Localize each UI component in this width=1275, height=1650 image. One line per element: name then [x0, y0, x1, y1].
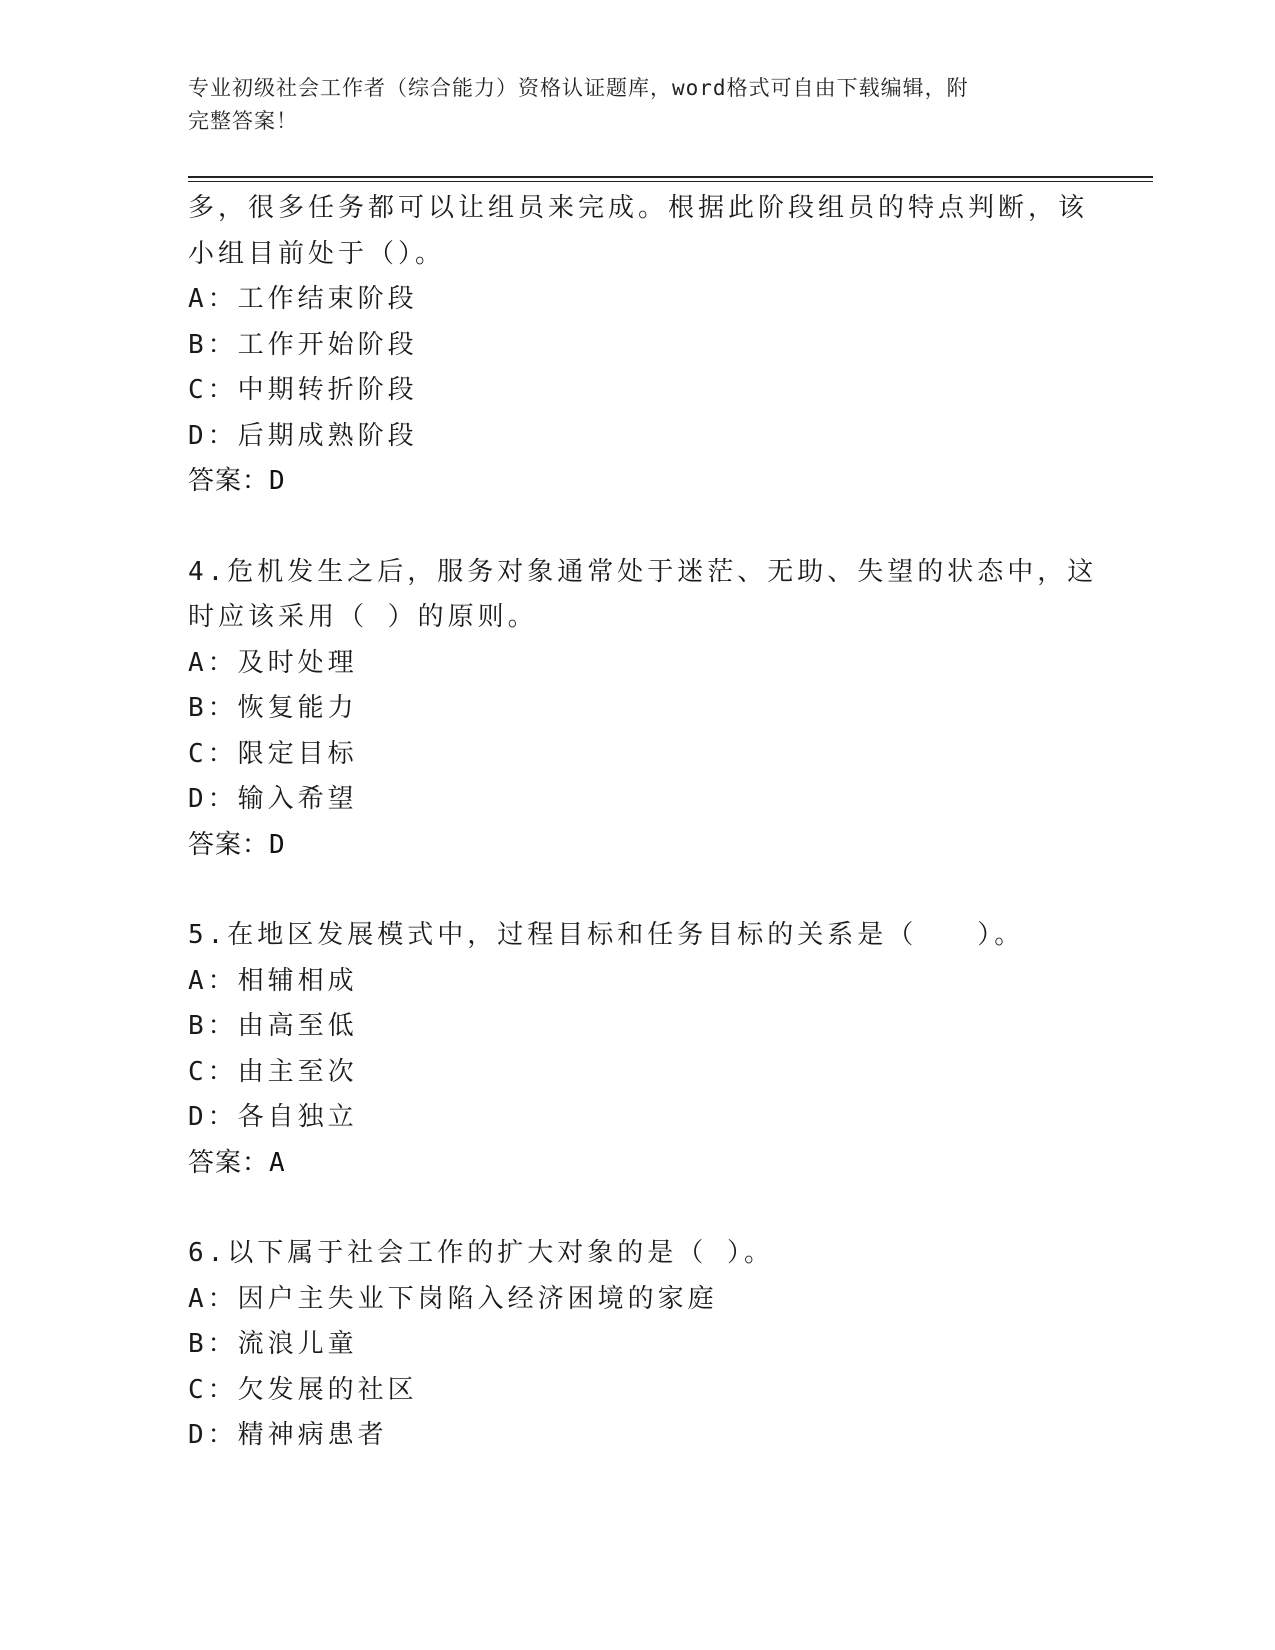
answer-label: 答案：: [188, 829, 270, 860]
option-c: C：欠发展的社区: [188, 1374, 418, 1405]
option-d: D：精神病患者: [188, 1420, 388, 1450]
option-a: A：相辅相成: [188, 965, 358, 996]
answer-value: D: [269, 829, 286, 860]
question-6: [188, 1231, 1088, 1459]
question-4: [188, 550, 1098, 869]
answer-label: 答案：: [188, 1147, 270, 1178]
option-b: B：工作开始阶段: [188, 329, 418, 360]
header-divider-thin: [188, 181, 1153, 182]
option-c: C：限定目标: [188, 738, 358, 769]
option-a: A：因户主失业下岗陷入经济困境的家庭: [188, 1283, 718, 1314]
header-title-line-2: 完整答案！: [188, 109, 298, 133]
question-stem-line: 5.在地区发展模式中，过程目标和任务目标的关系是（ ）。: [188, 920, 1025, 950]
document-header: [188, 72, 1088, 138]
question-5: [188, 913, 1088, 1186]
answer-line: [188, 459, 1088, 505]
answer-value: A: [269, 1147, 286, 1178]
option-a: A：工作结束阶段: [188, 284, 418, 314]
option-b: B：恢复能力: [188, 693, 358, 723]
question-3-continued: [188, 186, 1088, 505]
answer-label: 答案：: [188, 466, 270, 496]
header-divider-thick: [188, 176, 1153, 178]
question-stem-line: 多，很多任务都可以让组员来完成。根据此阶段组员的特点判断，该: [188, 193, 1089, 223]
answer-line: [188, 1141, 1088, 1187]
question-stem-line: 时应该采用（ ）的原则。: [188, 602, 538, 632]
header-title-line-1: 专业初级社会工作者（综合能力）资格认证题库，word格式可自由下载编辑，附: [188, 76, 969, 100]
answer-line: [188, 823, 1088, 869]
option-a: A：及时处理: [188, 647, 358, 678]
question-list: [188, 186, 1098, 1459]
option-c: C：由主至次: [188, 1056, 358, 1087]
option-b: B：由高至低: [188, 1011, 358, 1041]
question-stem-line: 6.以下属于社会工作的扩大对象的是（ ）。: [188, 1238, 774, 1268]
option-b: B：流浪儿童: [188, 1329, 358, 1359]
question-stem-line: 4.危机发生之后，服务对象通常处于迷茫、无助、失望的状态中，这: [188, 556, 1098, 587]
option-d: D：后期成熟阶段: [188, 420, 418, 451]
question-stem-line: 小组目前处于（）。: [188, 238, 446, 269]
answer-value: D: [269, 466, 286, 496]
option-c: C：中期转折阶段: [188, 375, 418, 405]
option-d: D：输入希望: [188, 784, 358, 814]
option-d: D：各自独立: [188, 1102, 358, 1132]
